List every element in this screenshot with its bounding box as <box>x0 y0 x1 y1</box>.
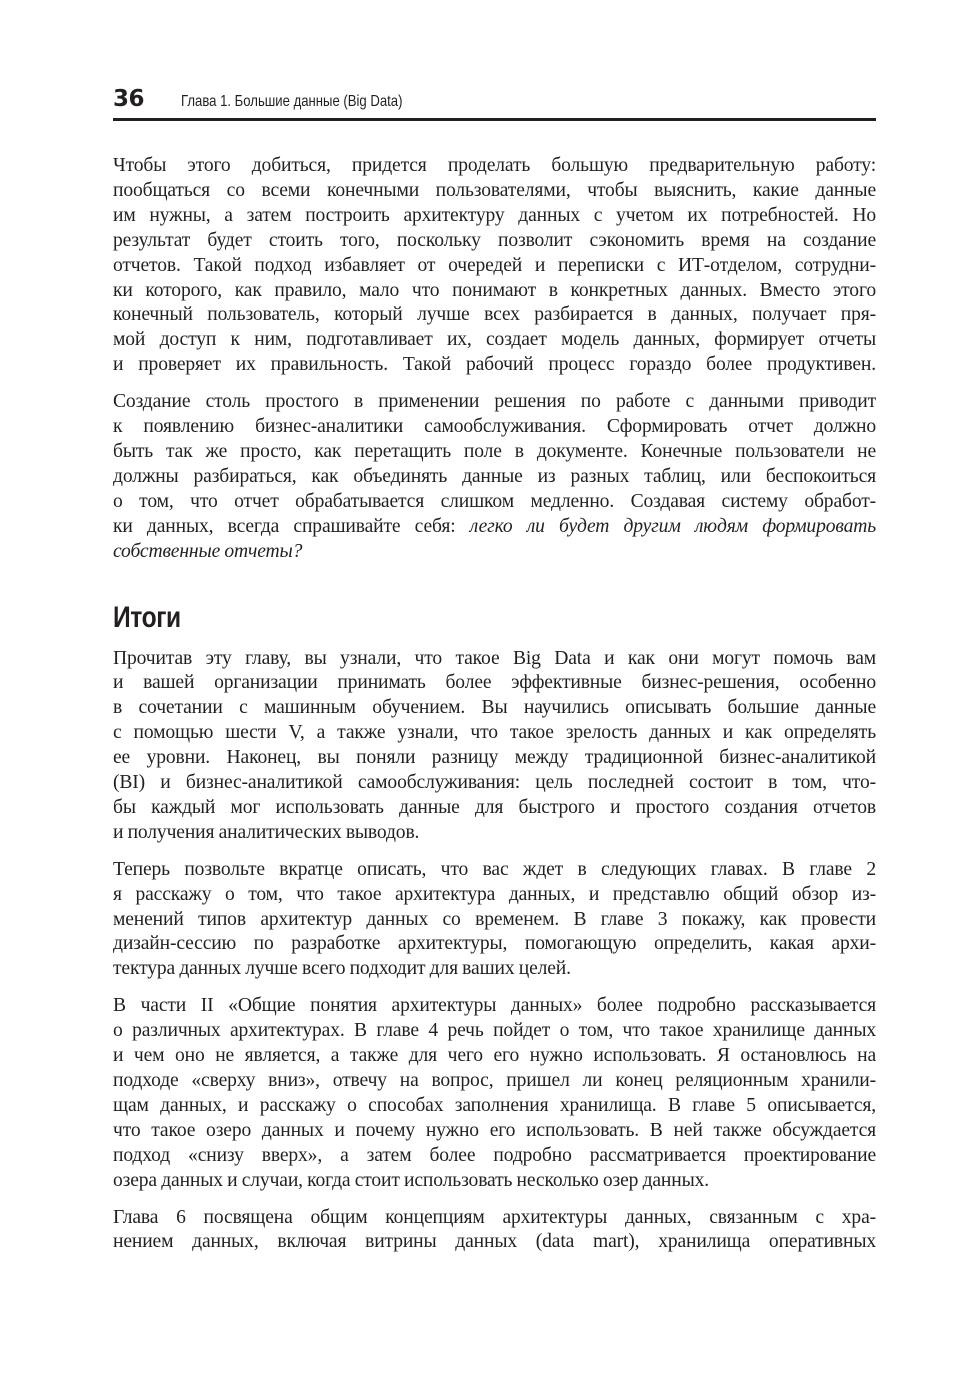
text-line: нением данных, включая витрины данных (data mart), хранилища оперативных <box>113 1231 876 1253</box>
italic-question: легко ли будет другим людям формировать <box>469 515 876 537</box>
header-rule <box>113 118 876 121</box>
text-line: Прочитав эту главу, вы узнали, что такое Big Data и как они могут помочь вам <box>113 647 876 669</box>
plain-text: ки данных, всегда спрашивайте себя: <box>113 515 470 537</box>
text-line: Глава 6 посвящена общим концепциям архитектуры данных, связанным с хра- <box>113 1206 876 1228</box>
text-line: и проверяет их правильность. Такой рабочий процесс гораздо более продуктивен. <box>113 354 876 376</box>
paragraph <box>113 1206 876 1256</box>
page-number: 36 <box>113 86 145 112</box>
text-line: подходе «сверху вниз», отвечу на вопрос, пришел ли конец реляционным хранили- <box>113 1070 876 1091</box>
text-line: (BI) и бизнес-аналитикой самообслуживания: цель последней состоит в том, что- <box>113 772 876 794</box>
running-head <box>113 86 876 120</box>
text-line: В части II «Общие понятия архитектуры данных» более подробно рассказывается <box>113 995 876 1017</box>
text-line: щам данных, и расскажу о способах заполнения хранилища. В главе 5 описывается, <box>113 1094 876 1116</box>
paragraph <box>113 994 876 1193</box>
text-line: подход «снизу вверх», а затем более подробно рассматривается проектирование <box>113 1144 876 1166</box>
text-line: Теперь позвольте вкратце описать, что вас ждет в следующих главах. В главе 2 <box>113 858 876 880</box>
text-line: отчетов. Такой подход избавляет от очередей и переписки с ИТ-отделом, сотрудни- <box>113 254 876 276</box>
text-line: я расскажу о том, что такое архитектура данных, и представлю общий обзор из- <box>113 883 876 905</box>
text-line: им нужны, а затем построить архитектуру данных с учетом их потребностей. Но <box>113 204 876 226</box>
paragraph <box>113 154 876 378</box>
text-line: мой доступ к ним, подготавливает их, создает модель данных, формирует отчеты <box>113 329 876 351</box>
text-line: в сочетании с машинным обучением. Вы научились описывать большие данные <box>113 697 876 719</box>
text-line: бы каждый мог использовать данные для быстрого и простого создания отчетов <box>113 796 876 818</box>
paragraph <box>113 647 876 846</box>
text-line: дизайн-сессию по разработке архитектуры, помогающую определить, какая архи- <box>113 933 876 955</box>
text-line: к появлению бизнес-аналитики самообслуживания. Сформировать отчет должно <box>113 416 876 438</box>
text-line: Чтобы этого добиться, придется проделать большую предварительную работу: <box>113 155 876 176</box>
text-line: должны разбираться, как объединять данные из разных таблиц, или беспокоиться <box>113 465 876 487</box>
text-line: результат будет стоить того, поскольку позволит сэкономить время на создание <box>113 229 876 251</box>
text-line: о том, что отчет обрабатывается слишком медленно. Создавая систему обработ- <box>113 490 876 512</box>
text-line: и вашей организации принимать более эффективные бизнес-решения, особенно <box>113 672 876 694</box>
text-line: ее уровни. Наконец, вы поняли разницу между традиционной бизнес-аналитикой <box>113 747 876 769</box>
italic-question-end: собственные отчеты? <box>113 540 303 562</box>
text-line: конечный пользователь, который лучше всех разбирается в данных, получает пря- <box>113 304 876 326</box>
text-line: озера данных и случаи, когда стоит использовать несколько озер данных. <box>113 1169 710 1191</box>
text-line: Создание столь простого в применении решения по работе с данными приводит <box>113 391 876 413</box>
text-line: ки которого, как правило, мало что понимают в конкретных данных. Вместо этого <box>113 279 876 301</box>
text-line: быть так же просто, как перетащить поле в документе. Конечные пользователи не <box>113 440 876 462</box>
page-body <box>113 154 876 1267</box>
section-heading: Итоги <box>113 600 181 634</box>
paragraph <box>113 858 876 983</box>
text-line: пообщаться со всеми конечными пользователями, чтобы выяснить, какие данные <box>113 179 876 201</box>
text-line: тектура данных лучше всего подходит для ваших целей. <box>113 958 571 980</box>
text-line: и чем оно не является, а также для чего его нужно использовать. Я остановлюсь на <box>113 1045 876 1067</box>
text-line: о различных архитектурах. В главе 4 речь пойдет о том, что такое хранилище данных <box>113 1020 876 1042</box>
text-line: менений типов архитектур данных со временем. В главе 3 покажу, как провести <box>113 908 876 930</box>
text-line: и получения аналитических выводов. <box>113 821 420 843</box>
text-line: что такое озеро данных и почему нужно его использовать. В ней также обсуждается <box>113 1119 876 1141</box>
chapter-title: Глава 1. Большие данные (Big Data) <box>181 93 403 110</box>
text-line <box>113 540 876 565</box>
text-line-mixed <box>113 515 876 540</box>
paragraph <box>113 390 876 564</box>
text-line: с помощью шести V, а также узнали, что такое зрелость данных и как определять <box>113 722 876 744</box>
